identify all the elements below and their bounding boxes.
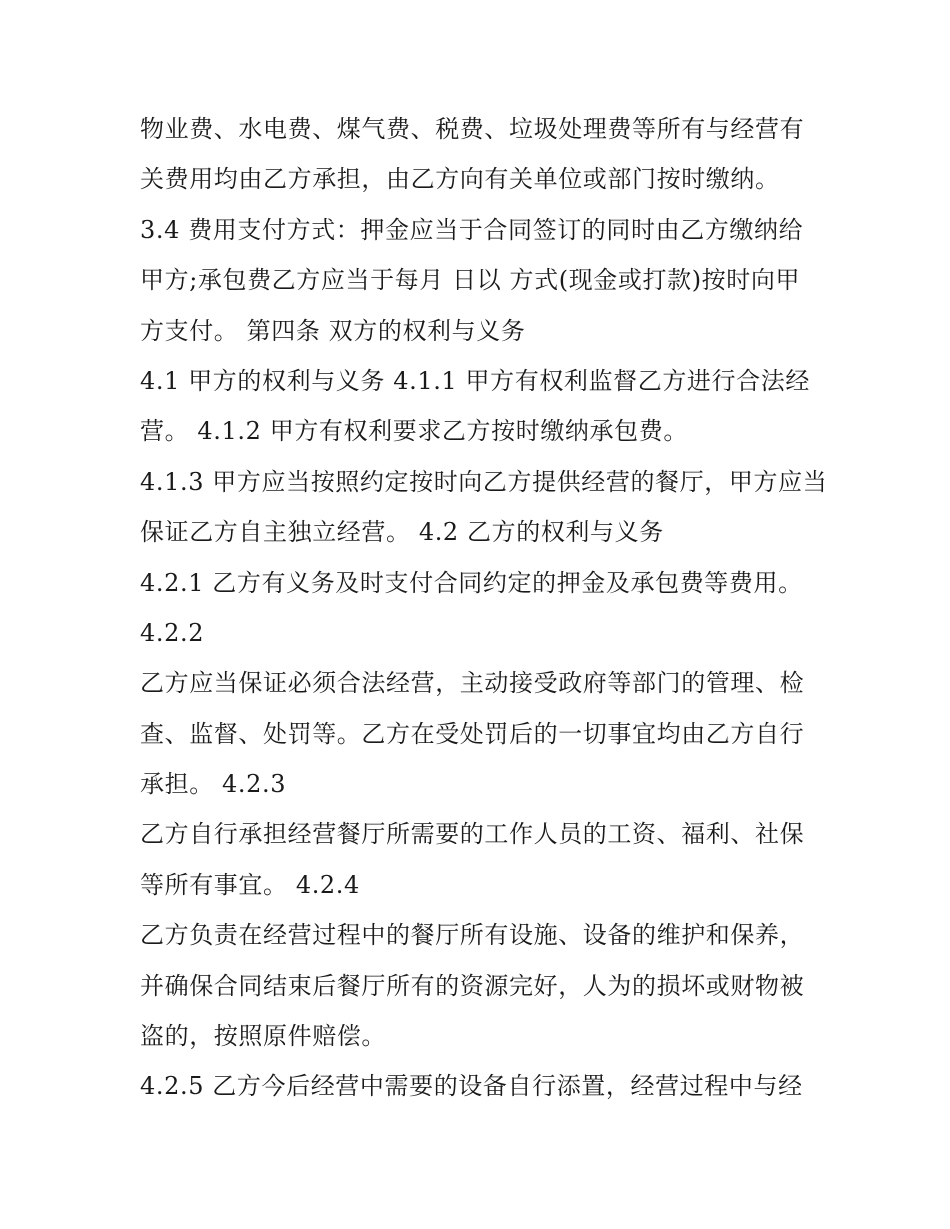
- text-line: 乙方应当保证必须合法经营，主动接受政府等部门的管理、检: [140, 669, 805, 698]
- text-line: 关费用均由乙方承担，由乙方向有关单位或部门按时缴纳。: [140, 165, 780, 194]
- text-line: 4.1 甲方的权利与义务 4.1.1 甲方有权利监督乙方进行合法经: [140, 366, 810, 395]
- text-line: 保证乙方自主独立经营。 4.2 乙方的权利与义务: [140, 518, 664, 547]
- text-line: 乙方负责在经营过程中的餐厅所有设施、设备的维护和保养，: [140, 921, 805, 950]
- text-line: 4.2.1 乙方有义务及时支付合同约定的押金及承包费等费用。: [140, 568, 803, 597]
- text-line: 4.2.5 乙方今后经营中需要的设备自行添置，经营过程中与经: [140, 1072, 803, 1101]
- document-body: [140, 104, 828, 1112]
- text-line: 并确保合同结束后餐厅所有的资源完好，人为的损坏或财物被: [140, 971, 805, 1000]
- text-line: 3.4 费用支付方式：押金应当于合同签订的同时由乙方缴纳给: [140, 215, 804, 244]
- text-line: 方支付。 第四条 双方的权利与义务: [140, 316, 526, 345]
- text-line: 乙方自行承担经营餐厅所需要的工作人员的工资、福利、社保: [140, 820, 805, 849]
- text-line: 承担。 4.2.3: [140, 770, 287, 799]
- text-line: 查、监督、处罚等。乙方在受处罚后的一切事宜均由乙方自行: [140, 719, 805, 748]
- text-line: 等所有事宜。 4.2.4: [140, 870, 360, 899]
- text-line: 营。 4.1.2 甲方有权利要求乙方按时缴纳承包费。: [140, 417, 688, 446]
- text-line: 4.2.2: [140, 618, 205, 647]
- text-line: 甲方;承包费乙方应当于每月 日以 方式(现金或打款)按时向甲: [140, 266, 801, 295]
- text-line: 物业费、水电费、煤气费、税费、垃圾处理费等所有与经营有: [140, 115, 805, 143]
- text-line: 4.1.3 甲方应当按照约定按时向乙方提供经营的餐厅，甲方应当: [140, 467, 828, 496]
- text-line: 盗的，按照原件赔偿。: [140, 1022, 386, 1051]
